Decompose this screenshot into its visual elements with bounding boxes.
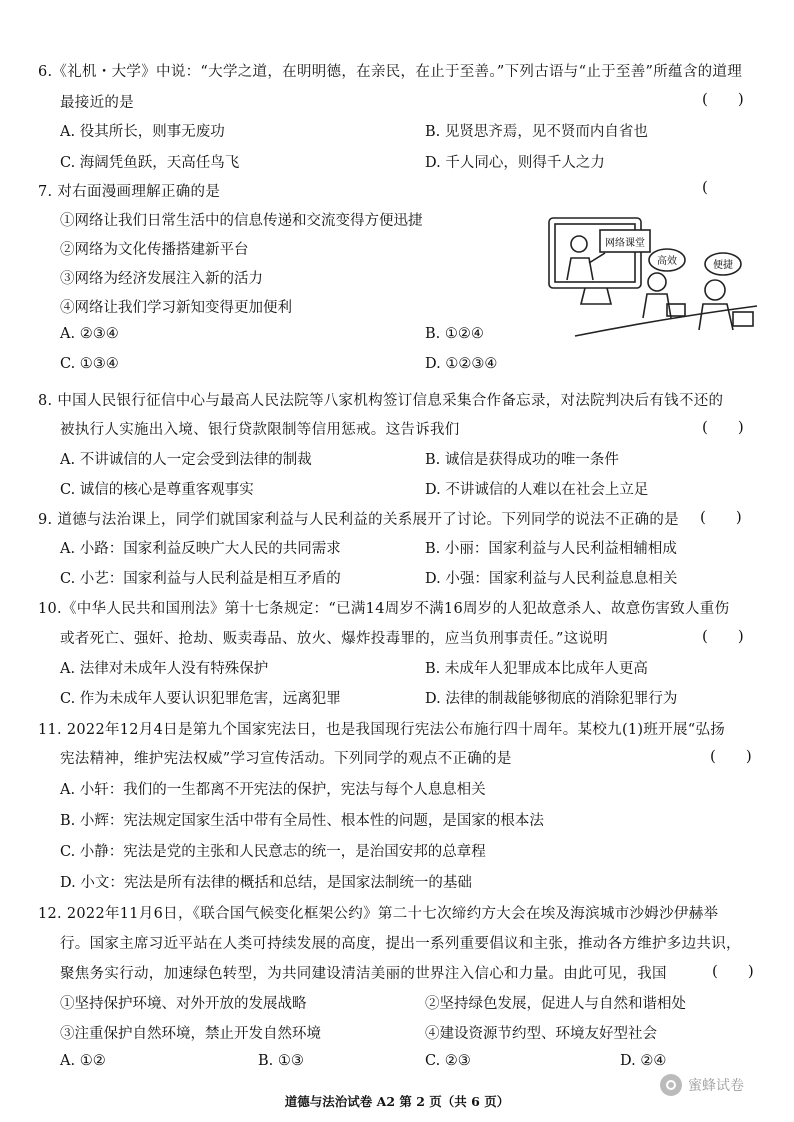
q8-stem-line1: 8. 中国人民银行征信中心与最高人民法院等八家机构签订信息采集合作备忘录，对法院判决后有钱不还的 [38,393,724,409]
q9-option-b: B. 小丽：国家利益与人民利益相辅相成 [425,541,677,557]
q9-stem: 9. 道德与法治课上，同学们就国家利益与人民利益的关系展开了讨论。下列同学的说法不正确的是 [38,512,679,528]
cartoon-label-2: 便捷 [713,260,733,271]
q6-option-d: D. 千人同心，则得千人之力 [425,155,605,171]
q12-option-a: A. ①② [60,1053,106,1069]
q6-answer-bracket: ( ) [702,90,744,108]
q6-option-c: C. 海阔凭鱼跃，天高任鸟飞 [60,155,240,171]
q8-option-b: B. 诚信是获得成功的唯一条件 [425,452,619,468]
q8-answer-bracket: ( ) [702,418,744,436]
q7-option-a: A. ②③④ [60,326,119,342]
q7-option-b: B. ①②④ [425,326,484,342]
q6-option-a: A. 役其所长，则事无废功 [60,124,225,140]
q12-stem-line1: 12. 2022年11月6日，《联合国气候变化框架公约》第二十七次缔约方大会在埃及海滨城市沙姆沙伊赫举 [38,906,719,922]
cartoon-illustration [545,208,760,343]
q10-stem-line1: 10.《中华人民共和国刑法》第十七条规定：“已满14周岁不满16周岁的人犯故意杀人、故意伤害致人重伤 [38,601,730,617]
q10-option-c: C. 作为未成年人要认识犯罪危害，远离犯罪 [60,691,341,707]
q11-option-b: B. 小辉：宪法规定国家生活中带有全局性、根本性的问题，是国家的根本法 [60,813,544,829]
q9-answer-bracket: ( ) [700,508,742,526]
q6-option-b: B. 见贤思齐焉，见不贤而内自省也 [425,124,648,140]
q6-stem-line1: 6.《礼机・大学》中说：“大学之道，在明明德，在亲民，在止于至善。”下列古语与“止于至善”所蕴含的道理 [38,64,743,80]
q6-stem-line2: 最接近的是 [60,95,134,111]
q7-item-3: ③网络为经济发展注入新的活力 [60,271,263,287]
q12-item-3: ③注重保护自然环境，禁止开发自然环境 [60,1026,321,1042]
watermark-text: 蜜蜂试卷 [688,1078,744,1094]
q11-option-a: A. 小轩：我们的一生都离不开宪法的保护，宪法与每个人息息相关 [60,782,486,798]
q12-item-2: ②坚持绿色发展，促进人与自然和谐相处 [425,996,686,1012]
q12-option-d: D. ②④ [620,1053,667,1069]
q8-option-d: D. 不讲诚信的人难以在社会上立足 [425,482,649,498]
q12-option-c: C. ②③ [425,1053,471,1069]
q10-stem-line2: 或者死亡、强奸、抢劫、贩卖毒品、放火、爆炸投毒罪的，应当负刑事责任。”这说明 [60,631,609,647]
q9-option-c: C. 小艺：国家利益与人民利益是相互矛盾的 [60,571,341,587]
q12-answer-bracket: ( ) [712,962,754,980]
q12-item-4: ④建设资源节约型、环境友好型社会 [425,1026,657,1042]
q11-stem-line1: 11. 2022年12月4日是第九个国家宪法日，也是我国现行宪法公布施行四十周年。某校九(1)班开展“弘扬 [38,722,726,738]
q8-option-a: A. 不讲诚信的人一定会受到法律的制裁 [60,452,312,468]
monitor-frame [549,218,641,288]
q11-answer-bracket: ( ) [710,747,752,765]
cartoon-label-1: 高效 [657,256,677,267]
page-footer: 道德与法治试卷 A2 第 2 页（共 6 页） [284,1094,510,1109]
q7-item-2: ②网络为文化传播搭建新平台 [60,242,249,258]
q12-stem-line3: 聚焦务实行动，加速绿色转型，为共同建设清洁美丽的世界注入信心和力量。由此可见，我国 [60,966,667,982]
q9-option-a: A. 小路：国家利益反映广大人民的共同需求 [60,541,341,557]
q10-option-a: A. 法律对未成年人没有特殊保护 [60,661,269,677]
q7-stem: 7. 对右面漫画理解正确的是 [38,184,221,200]
q11-option-d: D. 小文：宪法是所有法律的概括和总结，是国家法制统一的基础 [60,875,472,891]
q11-stem-line2: 宪法精神，维护宪法权威”学习宣传活动。下列同学的观点不正确的是 [60,751,512,767]
cartoon-label-screen: 网络课堂 [605,238,645,249]
q12-stem-line2: 行。国家主席习近平站在人类可持续发展的高度，提出一系列重要倡议和主张，推动各方维护多边共识， [60,936,741,952]
q10-option-b: B. 未成年人犯罪成本比成年人更高 [425,661,648,677]
q12-item-1: ①坚持保护环境、对外开放的发展战略 [60,996,307,1012]
q7-item-4: ④网络让我们学习新知变得更加便利 [60,300,292,316]
q7-option-c: C. ①③④ [60,356,119,372]
q12-option-b: B. ①③ [258,1053,304,1069]
q9-option-d: D. 小强：国家利益与人民利益息息相关 [425,571,678,587]
q8-option-c: C. 诚信的核心是尊重客观事实 [60,482,254,498]
q7-item-1: ①网络让我们日常生活中的信息传递和交流变得方便迅捷 [60,213,423,229]
q10-answer-bracket: ( ) [702,627,744,645]
q7-option-d: D. ①②③④ [425,356,498,372]
q10-option-d: D. 法律的制裁能够彻底的消除犯罪行为 [425,691,678,707]
q11-option-c: C. 小静：宪法是党的主张和人民意志的统一，是治国安邦的总章程 [60,844,486,860]
q7-answer-bracket: ( [702,178,708,196]
q8-stem-line2: 被执行人实施出入境、银行贷款限制等信用惩戒。这告诉我们 [60,422,460,438]
